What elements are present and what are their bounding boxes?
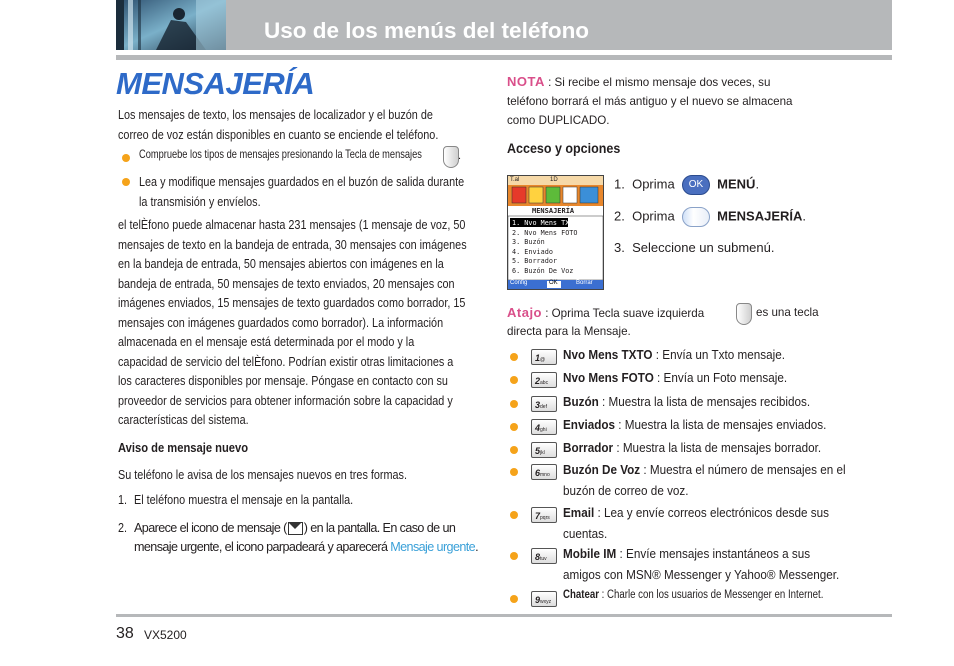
header-photo [116,0,226,50]
option-name: Chatear [563,589,599,601]
keypad-key-icon: 7pqrs [531,506,557,524]
phone-softkey-ok: OK [549,280,558,286]
phone-status-mode: 1D [550,177,558,183]
bullet-1-end: . [458,150,462,162]
bullet-1: Compruebe los tipos de mensajes presionando la Tecla de mensajes [139,148,422,161]
left-softkey-icon [736,303,752,325]
option-item: Chatear : Charle con los usuarios de Messenger en Internet. [563,589,824,601]
phone-menu-item: 4. Enviado [512,247,553,256]
step-1-num: 1. [118,493,128,507]
phone-status-signal: T.al [510,177,520,183]
ok-key-icon: OK [682,175,710,195]
phone-menu-item: 6. Buzón De Voz [512,266,574,275]
phone-menu-item: 2. Nvo Mens FOTO [512,228,578,237]
option-item: Enviados : Muestra la lista de mensajes enviados. [563,417,827,432]
phone-menu-list [512,219,577,276]
footer-rule [116,614,892,617]
nota-label: NOTA [507,74,545,89]
access-step-3: 3. Seleccione un submenú. [614,240,775,255]
keypad-key-icon: 8tuv [531,547,557,565]
atajo-line-1: Atajo : Oprima Tecla suave izquierda [507,305,705,320]
option-name: Borrador [563,440,614,455]
step-2-line-2: mensaje urgente, el icono parpadeará y aparecerá Mensaje urgente. [134,540,478,554]
bullet-dot [510,353,518,361]
option-name: Buzón [563,394,599,409]
message-key-icon [443,146,462,168]
keypad-key-icon: 4ghi [531,418,557,436]
atajo-line-2: directa para la Mensaje. [507,325,631,338]
option-name: Nvo Mens TXTO [563,347,653,362]
bullet-2: Lea y modifique mensajes guardados en el buzón de salida durante la transmisión y envíelos. [139,175,465,209]
bullet-dot [510,446,518,454]
phone-menu-item: 5. Borrador [512,257,558,265]
bullet-dot [510,400,518,408]
phone-softkey-left: Config [510,280,528,286]
keypad-key-icon: 5jkl [531,441,557,459]
option-item-continued: buzón de correo de voz. [563,483,689,498]
sub-intro: Su teléfono le avisa de los mensajes nuevos en tres formas. [118,468,407,482]
option-item: Borrador : Muestra la lista de mensajes borrador. [563,440,822,455]
option-name: Enviados [563,417,616,432]
intro-line-2: correo de voz están disponibles en cuanto se enciende el teléfono. [118,127,439,142]
option-item-continued: cuentas. [563,526,608,541]
bullet-dot [510,511,518,519]
keypad-key-icon: 2abc [531,371,557,389]
navigation-key-icon [682,207,710,227]
access-step-1: 1. Oprima OK MENÚ. [614,175,759,195]
phone-softkey-right: Borrar [576,280,593,286]
step-2-num: 2. [118,521,128,535]
page-number: 38 [116,625,134,642]
option-item: Buzón : Muestra la lista de mensajes recibidos. [563,394,811,409]
option-name: Nvo Mens FOTO [563,370,654,385]
nota-block: NOTA : Si recibe el mismo mensaje dos veces, su teléfono borrará el más antiguo y el nuevo se almacena como DUPLICADO. [507,74,793,127]
phone-menu-item: 1. Nvo Mens TXTO [512,219,578,227]
option-name: Email [563,505,595,520]
option-name: Mobile IM [563,546,617,561]
phone-menu-item: 3. Buzón [512,238,545,246]
option-item: Nvo Mens FOTO : Envía un Foto mensaje. [563,370,788,385]
model-name: VX5200 [144,628,187,642]
bullet-dot [510,552,518,560]
option-item: Nvo Mens TXTO : Envía un Txto mensaje. [563,347,785,362]
bullet-dot [510,376,518,384]
intro-paragraph [118,106,490,145]
access-heading: Acceso y opciones [507,141,621,156]
option-name: Buzón De Voz [563,462,641,477]
phone-screen [507,175,604,290]
bullet-dot [122,154,130,162]
envelope-icon [288,522,303,535]
atajo-label: Atajo [507,305,542,320]
subheading-new-message: Aviso de mensaje nuevo [118,440,249,455]
keypad-key-icon: 3def [531,395,557,413]
bullet-dot [122,178,130,186]
keypad-key-icon: 6mno [531,463,557,481]
atajo-line-1-end: es una tecla [756,306,819,319]
option-item-continued: amigos con MSN® Messenger y Yahoo® Messenger. [563,567,840,582]
option-item: Buzón De Voz : Muestra el número de mensajes en el [563,462,846,477]
keypad-key-icon: 9wxyz [531,590,557,608]
step-2-line-1: Aparece el icono de mensaje ( ) en la pantalla. En caso de un [134,521,456,535]
bullet-dot [510,595,518,603]
access-step-2: 2. Oprima MENSAJERÍA. [614,207,806,227]
option-item: Email : Lea y envíe correos electrónicos desde sus [563,505,830,520]
keypad-key-icon: 1@ [531,348,557,366]
section-title: MENSAJERÍA [116,66,315,101]
bullet-dot [510,468,518,476]
capacity-paragraph: el telÈfono puede almacenar hasta 231 mensajes (1 mensaje de voz, 50 mensajes de texto en la bandeja de entrada, 30 mensajes con imágenes en la bandeja de entrada, 50 mensajes abiertos con imágenes en la bandeja de entrada, 50 mensajes de texto enviados, 20 mensajes con imágenes enviados, 15 mensajes de texto guardados como borrador, 15 mensajes con imágenes guardados como borrador). La información almacenada en el mensaje está determinada por el modo y la capacidad de servicio del telÈfono. Podrían existir otras limitaciones a los caracteres disponibles por mensaje. Póngase en contacto con su proveedor de servicios para obtener información sobre la capacidad y características del sistema. [118,218,467,427]
page-header-title: Uso de los menús del teléfono [264,18,590,43]
step-1: El teléfono muestra el mensaje en la pantalla. [134,493,354,507]
urgent-message-link: Mensaje urgente [390,540,476,554]
header-rule [116,55,892,60]
option-item: Mobile IM : Envíe mensajes instantáneos a sus [563,546,811,561]
intro-line-1: Los mensajes de texto, los mensajes de localizador y el buzón de [118,108,433,122]
phone-menu-title: MENSAJERÍA [532,207,575,215]
bullet-dot [510,423,518,431]
